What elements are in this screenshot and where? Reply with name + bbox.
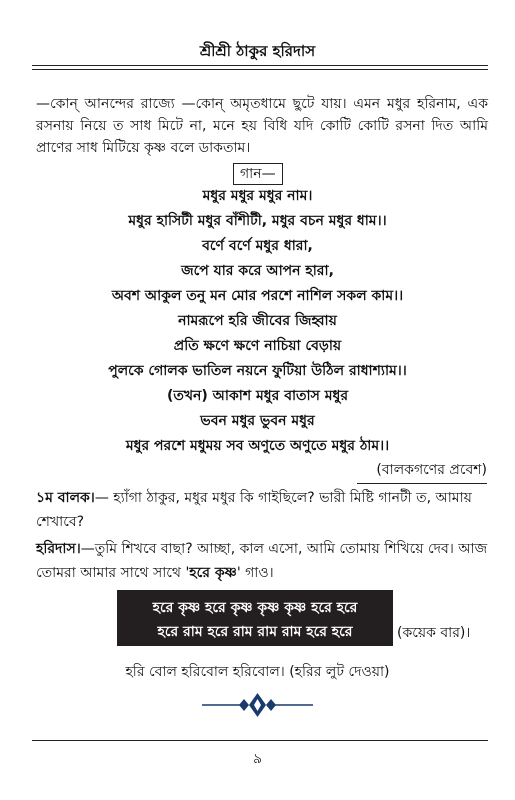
stage-direction-underline <box>357 483 487 484</box>
repeat-note: (কয়েক বার)। <box>397 625 471 641</box>
song-line: মধুর মধুর মধুর নাম। <box>202 188 313 204</box>
dialogue-text: —তুমি শিখবে বাছা? আচ্ছা, কাল এসো, আমি তোমায় শিখিয়ে দেব। আজ তোমরা আমার সাথে সাথে ' <box>36 541 488 581</box>
dialogue-text-end: ' গাও। <box>236 565 274 581</box>
stage-direction: (বালকগণের প্রবেশ) <box>376 462 487 478</box>
page-number: ৯ <box>252 751 263 767</box>
song-tag-box: গান— <box>233 163 283 185</box>
closing-line: হরি বোল হরিবোল হরিবোল। (হরির লুট দেওয়া) <box>125 664 390 680</box>
song-line: (তখন) আকাশ মধুর বাতাস মধুর <box>166 388 349 404</box>
maha-mantra-box <box>117 590 393 646</box>
dialogue-boy-1 <box>36 486 488 534</box>
song-line: জপে যার করে আপন হারা, <box>181 263 334 279</box>
dialogue-haridas <box>36 537 488 585</box>
intro-paragraph: —কোন্ আনন্দের রাজ্যে —কোন্ অমৃতধামে ছুটে যায়। এমন মধুর হরিনাম, এক রসনায় নিয়ে ত সাধ মিটে না, মনে হয় বিধি যদি কোটি কোটি রসনা দিত আমি প্রাণের সাধ মিটিয়ে কৃষ্ণ বলে ডাকতাম। <box>36 96 488 156</box>
song-line: বর্ণে বর্ণে মধুর ধারা, <box>202 238 313 254</box>
song-line: অবশ আকুল তনু মন মোর পরশে নাশিল সকল কাম।। <box>111 288 404 304</box>
song-line: মধুর পরশে মধুময় সব অণুতে অণুতে মধুর ঠাম।। <box>125 438 390 454</box>
header-rule-lower <box>32 69 488 70</box>
song-line: ভবন মধুর ভুবন মধুর <box>200 413 315 429</box>
song-line: প্রতি ক্ষণে ক্ষণে নাচিয়া বেড়ায় <box>173 338 342 354</box>
song-line: মধুর হাসিটী মধুর বাঁশীটী, মধুর বচন মধুর ধাম।। <box>128 213 387 229</box>
speaker-label: ১ম বালক। <box>36 490 95 506</box>
speaker-label: হরিদাস। <box>36 541 81 557</box>
mantra-line-1: হরে কৃষ্ণ হরে কৃষ্ণ কৃষ্ণ কৃষ্ণ হরে হরে <box>152 600 358 616</box>
diamond-ornament-icon <box>200 690 315 720</box>
mantra-line-2: হরে রাম হরে রাম রাম রাম হরে হরে <box>157 624 353 640</box>
footer-rule <box>32 740 488 741</box>
song-line: নামরূপে হরি জীবের জিহ্বায় <box>178 313 337 329</box>
running-header-title: শ্রীশ্রী ঠাকুর হরিদাস <box>199 42 316 60</box>
header-rule-upper <box>32 65 488 66</box>
dialogue-text: — হ্যাঁগা ঠাকুর, মধুর মধুর কি গাইছিলে? ভারী মিষ্টি গানটী ত, আমায় শেখাবে? <box>36 490 472 530</box>
song-line: পুলকে গোলক ভাতিল নয়নে ফুটিয়া উঠিল রাধাশ্যাম।। <box>108 363 407 379</box>
dialogue-emphasis: হরে কৃষ্ণ <box>189 565 237 581</box>
